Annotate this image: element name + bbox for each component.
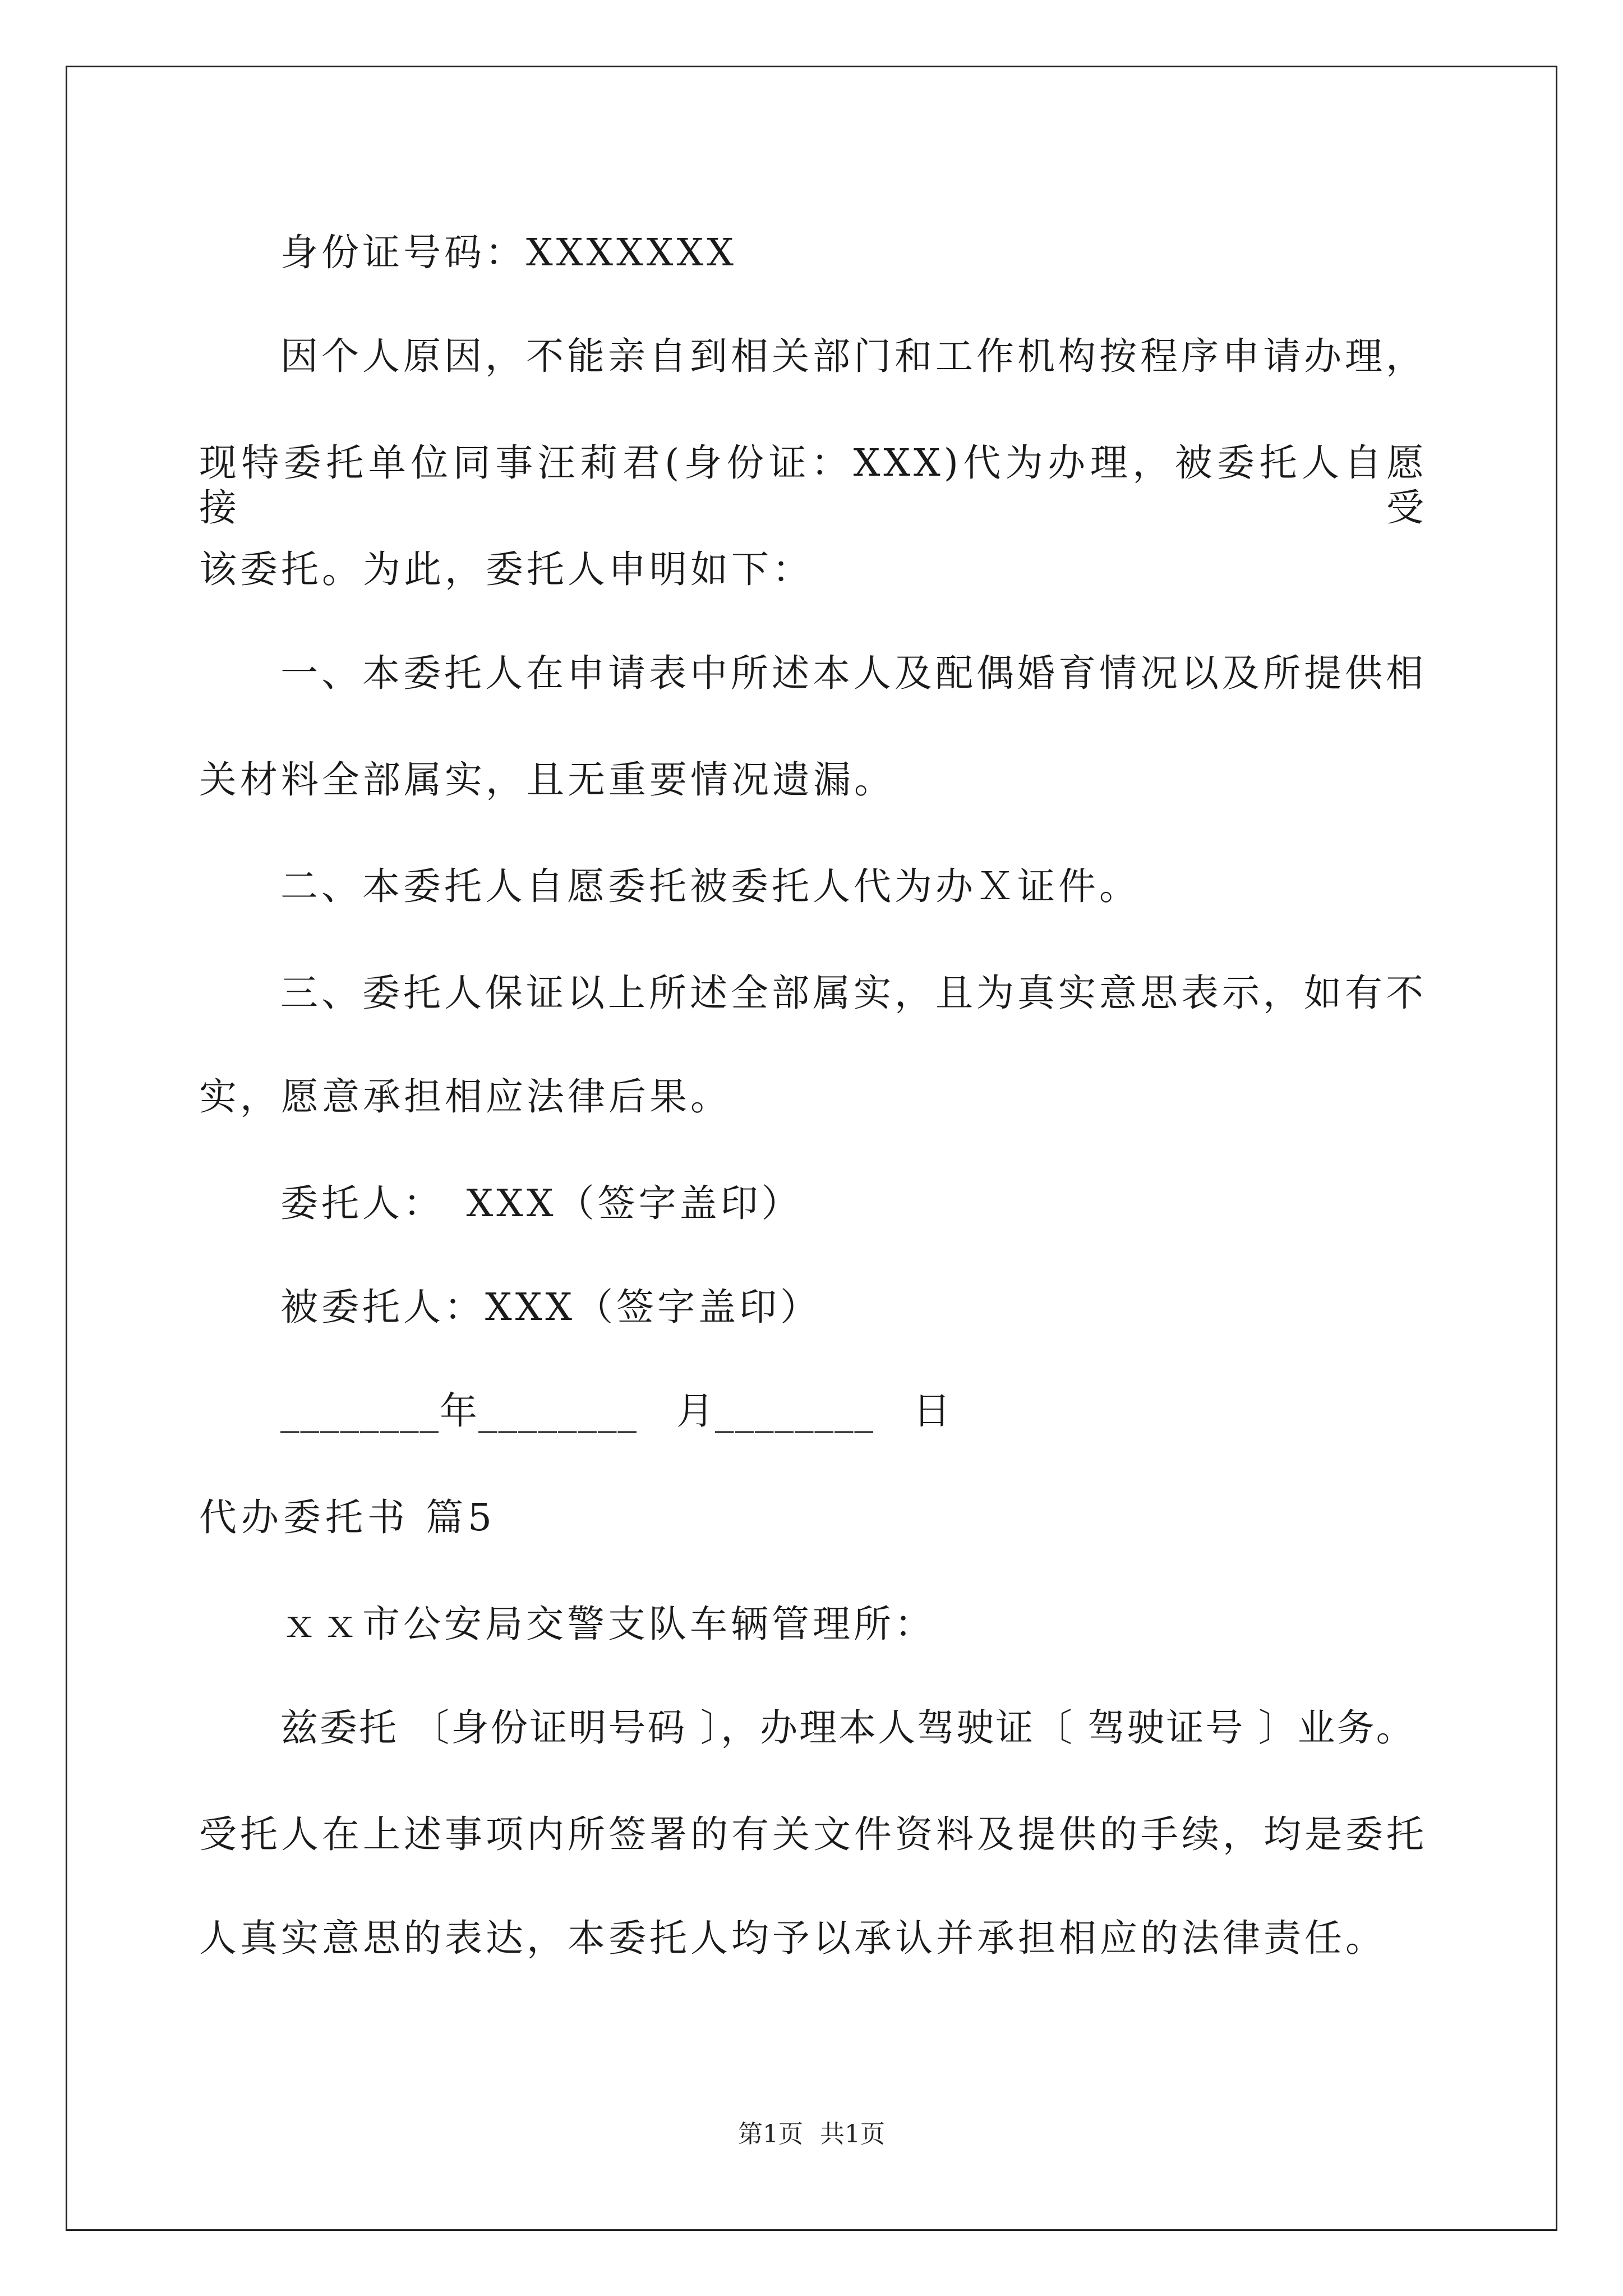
page-border bbox=[66, 66, 1557, 2231]
paragraph-reason-line-2: 现特委托单位同事汪莉君(身份证：XXX)代为办理，被委托人自愿接受 bbox=[199, 441, 1427, 530]
clause-three-line-1: 三、委托人保证以上所述全部属实，且为真实意思表示，如有不 bbox=[280, 971, 1427, 1015]
clause-two-line: 二、本委托人自愿委托被委托人代为办Ｘ证件。 bbox=[280, 864, 1140, 908]
clause-one-line-2: 关材料全部属实，且无重要情况遗漏。 bbox=[199, 758, 895, 802]
clause-one-line-1: 一、本委托人在申请表中所述本人及配偶婚育情况以及所提供相 bbox=[280, 651, 1427, 695]
principal-signature-line: 委托人： XXX（签字盖印） bbox=[280, 1181, 803, 1225]
id-number-line: 身份证号码：XXXXXXX bbox=[280, 231, 737, 274]
page-footer bbox=[0, 2120, 1623, 2148]
authorization-line-2: 受托人在上述事项内所签署的有关文件资料及提供的手续，均是委托 bbox=[199, 1812, 1427, 1856]
addressee-line: ｘｘ市公安局交警支队车辆管理所： bbox=[280, 1602, 935, 1646]
authorization-line-3: 人真实意思的表达，本委托人均予以承认并承担相应的法律责任。 bbox=[199, 1916, 1386, 1960]
authorization-line-1: 兹委托 〔身份证明号码 〕，办理本人驾驶证〔 驾驶证号 〕业务。 bbox=[280, 1706, 1415, 1750]
section-heading: 代办委托书 篇5 bbox=[199, 1496, 496, 1539]
date-line: ________年________ 月________ 日 bbox=[280, 1389, 952, 1433]
clause-three-line-2: 实，愿意承担相应法律后果。 bbox=[199, 1075, 731, 1119]
page-total: 共1页 bbox=[820, 2120, 885, 2148]
page-number: 第1页 bbox=[738, 2120, 803, 2148]
agent-signature-line: 被委托人：XXX（签字盖印） bbox=[280, 1285, 822, 1329]
paragraph-reason-line-3: 该委托。为此，委托人申明如下： bbox=[199, 547, 813, 591]
paragraph-reason-line-1: 因个人原因，不能亲自到相关部门和工作机构按程序申请办理， bbox=[280, 334, 1427, 378]
